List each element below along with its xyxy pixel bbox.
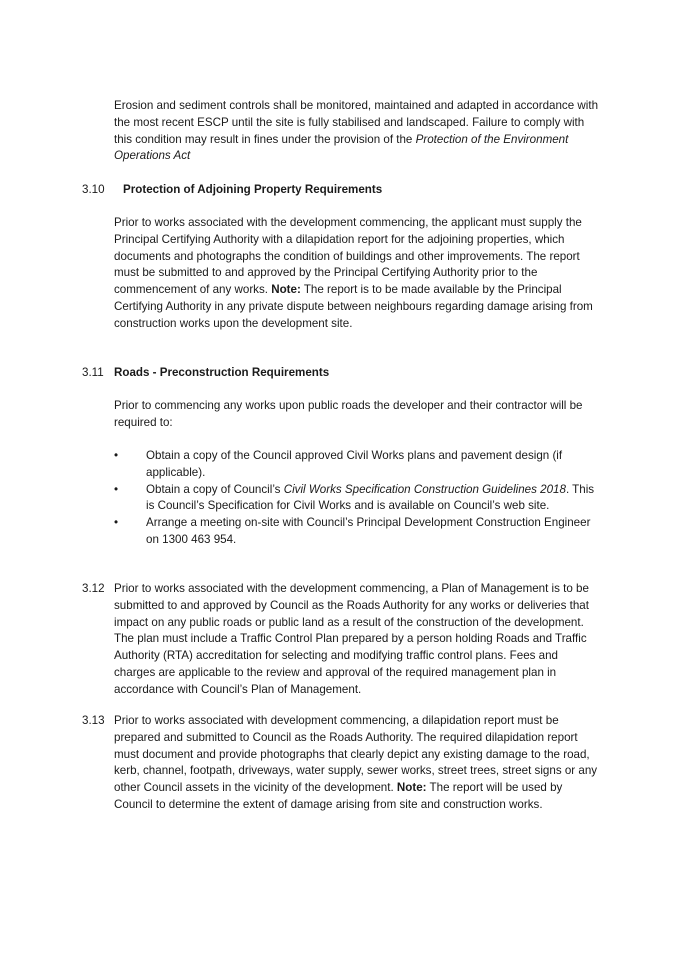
list-item: [114, 515, 600, 549]
section-3-10-text-after: The report is to be made available by the Principal Certifying Authority in any private dispute between neighbours regarding damage arising from construction works upon the development site.: [114, 283, 593, 330]
section-3-12-paragraph: Prior to works associated with the development commencing, a Plan of Management is to be submitted to and approved by Council as the Roads Authority for any works or deliveries that impact on any public roads or public land as a result of the construction of the development. The plan must include a Traffic Control Plan prepared by a person holding Roads and Traffic Authority (RTA) accreditation for selecting and modifying traffic control plans. Fees and charges are applicable to the review and approval of the required management plan in accordance with Council’s Plan of Management.: [114, 582, 589, 696]
section-3-11-number: 3.11: [82, 366, 104, 379]
section-3-13-note-label: Note:: [396, 781, 427, 795]
erosion-text: Erosion and sediment controls shall be monitored, maintained and adapted in accordance with the most recent ESCP until the site is fully stabilised and landscaped. Failure to comply with this condition may result in fines under the provision of the: [114, 99, 599, 146]
section-3-10-paragraph: [114, 215, 600, 333]
section-3-13-text-after: The report will be used by Council to determine the extent of damage arising from site and construction works.: [114, 781, 563, 811]
bullet-text-2-italic: Civil Works Specification Construction Guidelines 2018: [283, 482, 566, 496]
bullet-text-2-before: Obtain a copy of Council’s: [146, 482, 284, 496]
section-3-10-note-label: Note:: [271, 283, 301, 297]
section-3-10-text-before: Prior to works associated with the development commencing, the applicant must supply the Principal Certifying Authority with a dilapidation report for the adjoining properties, which documents and photographs the condition of buildings and other improvements. The report must be submitted to and approved by the Principal Certifying Authority prior to the commencement of any works.: [114, 216, 582, 297]
section-3-10-heading: Protection of Adjoining Property Requirements: [123, 183, 383, 196]
section-3-10-number: 3.10: [82, 183, 105, 196]
bullet-text-2-after: . This is Council’s Specification for Civil Works and is available on Council’s web site.: [146, 482, 595, 513]
section-3-11-intro: Prior to commencing any works upon public roads the developer and their contractor will be required to:: [114, 399, 583, 429]
section-3-12-number: 3.12: [82, 582, 105, 595]
section-3-13-paragraph: [114, 713, 600, 814]
erosion-paragraph: [114, 98, 600, 165]
list-item: [114, 448, 600, 482]
bullet-glyph: •: [114, 516, 119, 530]
bullet-glyph: •: [114, 449, 119, 462]
erosion-act-name: Protection of the Environment Operations Act: [114, 132, 569, 163]
bullet-glyph: •: [114, 482, 119, 496]
bullet-text-3: Arrange a meeting on-site with Council’s Principal Development Construction Engineer on 1300 463 954.: [146, 516, 591, 546]
section-3-13-number: 3.13: [82, 714, 105, 727]
section-3-13-text-before: Prior to works associated with development commencing, a dilapidation report must be prepared and submitted to Council as the Roads Authority. The required dilapidation report must document and provide photographs that clearly depict any existing damage to the road, kerb, channel, footpath, driveways, water supply, sewer works, street trees, street signs or any other Council assets in the vicinity of the development.: [114, 714, 598, 795]
section-3-11-bullet-list: [114, 448, 600, 549]
section-3-11-heading: Roads - Preconstruction Requirements: [114, 366, 330, 379]
bullet-text-1: Obtain a copy of the Council approved Civil Works plans and pavement design (if applicable).: [146, 449, 563, 479]
list-item: [114, 482, 600, 516]
